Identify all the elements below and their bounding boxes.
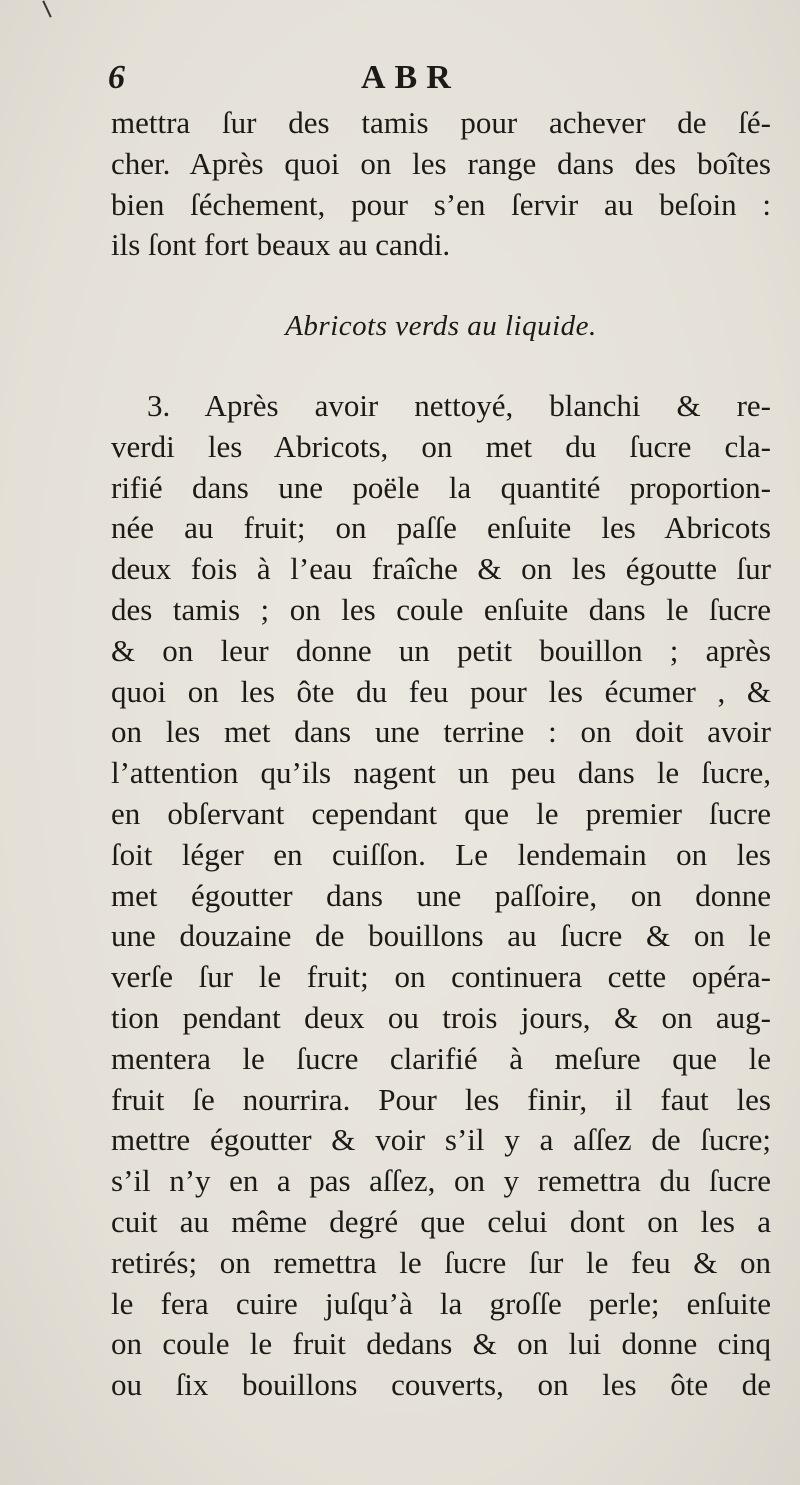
text-line: bien ſéchement, pour s’en ſervir au beſoin : bbox=[111, 186, 771, 222]
recipe-paragraph bbox=[111, 386, 771, 1406]
text-line: quoi on les ôte du feu pour les écumer , & bbox=[111, 673, 771, 709]
continuation-paragraph bbox=[111, 103, 771, 266]
text-line: verdi les Abricots, on met du ſucre cla- bbox=[111, 428, 771, 464]
text-line: retirés; on remettra le ſucre ſur le feu & on bbox=[111, 1244, 771, 1280]
text-line: rifié dans une poële la quantité proportion- bbox=[111, 469, 771, 505]
text-line: mettra ſur des tamis pour achever de ſé- bbox=[111, 105, 771, 140]
text-line: 3. Après avoir nettoyé, blanchi & re- bbox=[147, 388, 771, 423]
text-line: deux fois à l’eau fraîche & on les égoutte ſur bbox=[111, 551, 771, 587]
page-header bbox=[108, 58, 768, 98]
text-line: cher. Après quoi on les range dans des boîtes bbox=[111, 145, 771, 181]
text-line: l’attention qu’ils nagent un peu dans le ſucre, bbox=[111, 755, 771, 791]
text-line: tion pendant deux ou trois jours, & on aug- bbox=[111, 999, 771, 1035]
text-line: mettre égoutter & voir s’il y a aſſez de ſucre; bbox=[111, 1122, 771, 1158]
text-line: ou ſix bouillons couverts, on les ôte de bbox=[111, 1367, 771, 1403]
text-line: fruit ſe nourrira. Pour les finir, il faut les bbox=[111, 1081, 771, 1117]
text-line: s’il n’y en a pas aſſez, on y remettra du ſucre bbox=[111, 1163, 771, 1199]
text-line: & on leur donne un petit bouillon ; après bbox=[111, 632, 771, 668]
page-number: 6 bbox=[108, 59, 125, 96]
text-line: ils ſont fort beaux au candi. bbox=[111, 227, 451, 263]
text-line: cuit au même degré que celui dont on les a bbox=[111, 1203, 771, 1239]
text-line: en obſervant cependant que le premier ſucre bbox=[111, 795, 771, 831]
section-title: Abricots verds au liquide. bbox=[285, 310, 597, 342]
text-line: née au fruit; on paſſe enſuite les Abricots bbox=[111, 510, 771, 546]
running-head: ABR bbox=[361, 59, 460, 96]
ink-mark bbox=[42, 0, 51, 17]
text-line: ſoit léger en cuiſſon. Le lendemain on les bbox=[111, 836, 771, 872]
text-line: on les met dans une terrine : on doit avoir bbox=[111, 714, 771, 750]
text-line: des tamis ; on les coule enſuite dans le ſucre bbox=[111, 591, 771, 627]
text-line: verſe ſur le fruit; on continuera cette opéra- bbox=[111, 959, 771, 995]
text-line: le fera cuire juſqu’à la groſſe perle; enſuite bbox=[111, 1285, 771, 1321]
text-line: mentera le ſucre clarifié à meſure que le bbox=[111, 1040, 771, 1076]
text-line: met égoutter dans une paſſoire, on donne bbox=[111, 877, 771, 913]
text-line: une douzaine de bouillons au ſucre & on le bbox=[111, 918, 771, 954]
text-line: on coule le fruit dedans & on lui donne cinq bbox=[111, 1326, 771, 1362]
